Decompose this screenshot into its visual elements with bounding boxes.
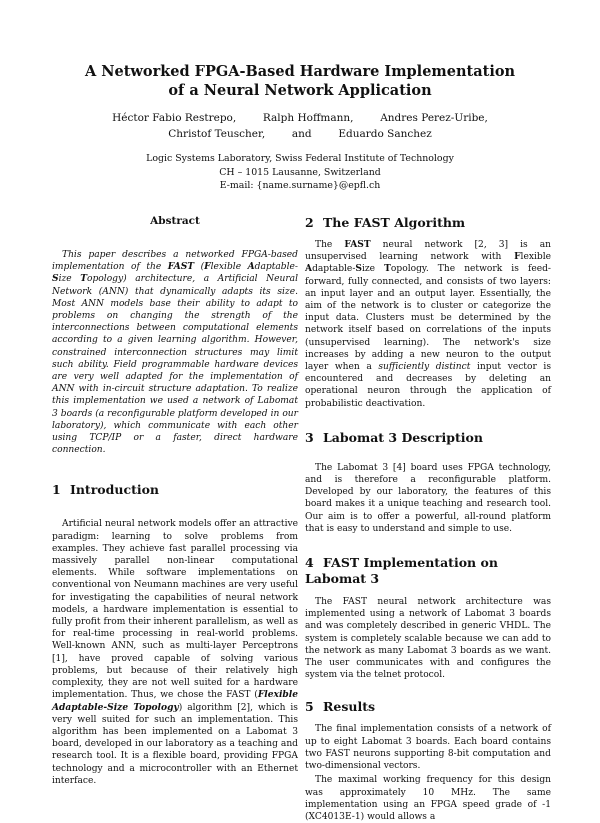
fast-adaptable: daptable- [312, 264, 356, 275]
fast-S: S [355, 263, 362, 275]
section-4-number: 4 [305, 555, 314, 571]
intro-text-2: ) algorithm [2], which is very well suited for such an implementation. This algorithm has been implemented on a Labomat 3 board, developed in our laboratory as a teaching and research tool. It is a flexible board, providing FPGA technology and a microcontroller with an Ethernet interface. [52, 702, 298, 786]
abstract-flexible: lexible [210, 262, 248, 273]
abstract-text-2: ) architecture, a Artificial Neural Network (ANN) that dynamically adapts its size. Most ANN models base their ability to adapt to problems on changing the strength of the interconnections between computational elements according to a given learning algorithm. However, constrained interconnection structures may limit such ability. Field programmable hardware devices are very well adapted for the implementation of ANN with in-circuit structure adaptation. To realize this implementation we used a network of Labomat 3 boards (a reconfigurable platform developed in our laboratory), which communicate with each other using TCP/IP or a faster, direct hardware connection. [52, 274, 298, 456]
section-3-title: Labomat 3 Description [323, 429, 483, 445]
intro-text-1: Artificial neural network models offer an attractive paradigm: learning to solve problems from examples. They achieve fast parallel processing via massively parallel non-linear computational elements. While software implementations on conventional von Neumann machines are very useful for investigating the capabilities of neural network models, a hardware implementation is essential to fully profit from their inherent parallelism, as well as for real-time processing in real-world problems. Well-known ANN, such as multi-layer Perceptrons [1], have proved capable of solving various problems, but because of their relatively high complexity, they are not well suited for a hardware implementation. Thus, we chose the FAST ( [52, 519, 298, 701]
section-1-title: Introduction [70, 482, 160, 498]
section-2-heading [305, 215, 551, 231]
abstract-S: S [52, 273, 59, 285]
abstract-body [52, 249, 298, 456]
abstract-T: T [80, 273, 88, 285]
right-column [305, 215, 551, 823]
section-4-title: FAST Implementation on Labomat 3 [305, 555, 498, 587]
paper-title [40, 62, 560, 100]
fast-A: A [305, 263, 313, 275]
authors-line-1: Héctor Fabio Restrepo, Ralph Hoffmann, Andres Perez-Uribe, [112, 112, 488, 124]
authors-line-2: Christof Teuscher, and Eduardo Sanchez [168, 128, 432, 140]
abstract-adaptable: daptable- [254, 262, 298, 273]
section-4-body: The FAST neural network architecture was implemented using a network of Labomat 3 boards and was completely described in generic VHDL. The system is completely scalable because we can add to the network as many Labomat 3 boards as we want. The user communicates with and configures the system via the telnet protocol. [305, 597, 551, 681]
abstract-topology: opology [87, 274, 124, 285]
left-column [52, 215, 298, 787]
section-1-number: 1 [52, 482, 61, 498]
section-5-heading [305, 699, 551, 715]
section-3-body: The Labomat 3 [4] board uses FPGA technology, and is therefore a reconfigurable platform. Developed by our laboratory, the features of this board makes it a unique teaching and research tool. Our aim is to offer a powerful, all-round platform that is easy to understand and simple to use. [305, 462, 551, 534]
section-2-title: The FAST Algorithm [323, 215, 466, 230]
affiliation-email: E-mail: {name.surname}@epfl.ch [219, 180, 381, 191]
affiliation-line-1: Logic Systems Laboratory, Swiss Federal Institute of Technology [146, 153, 454, 164]
title-line-1: A Networked FPGA-Based Hardware Implementation [84, 63, 516, 80]
fast-text-2: neural network [2, 3] is an unsupervised learning network with [305, 240, 551, 263]
intro-fast-expansion: Flexible Adaptable-Size Topology [52, 689, 298, 713]
abstract-A: A [247, 261, 255, 273]
section-1-heading [52, 482, 298, 498]
section-5-paragraph-2: The maximal working frequency for this design was approximately 10 MHz. The same implementation using an FPGA speed grade of -1 (XC4013E-1) would allows a [305, 775, 551, 822]
fast-distinct: sufficiently distinct [378, 362, 471, 373]
affiliation [100, 152, 500, 193]
section-5-paragraph-1: The final implementation consists of a network of up to eight Labomat 3 boards. Each board contains two FAST neurons supporting 8-bit computation and two-dimensional vectors. [305, 724, 551, 772]
section-4-heading [305, 555, 551, 587]
section-2-number: 2 [305, 215, 314, 230]
fast-flexible: lexible [520, 252, 551, 263]
abstract-text-1: This paper describes a networked FPGA-based implementation of the [52, 250, 298, 273]
section-5-number: 5 [305, 699, 314, 715]
fast-F: F [514, 251, 521, 263]
fast-bold: FAST [344, 239, 371, 250]
abstract-paren: ( [194, 262, 205, 273]
abstract-fast: FAST [167, 261, 195, 273]
title-line-2: of a Neural Network Application [168, 82, 432, 99]
fast-text-4: input vector is encountered and decreases by deleting an operational neuron through the application of probabilistic deactivation. [305, 362, 551, 409]
fast-topology: opology [390, 264, 426, 275]
section-5-title: Results [323, 699, 376, 715]
abstract-size: ize [58, 274, 81, 285]
abstract-F: F [204, 261, 211, 273]
fast-size: ize [361, 264, 385, 275]
fast-text-3: . The network is feed-forward, fully connected, and consists of two layers: an input layer and an output layer. Essentially, the aim of the network is to cluster or categorize the input data. Clusters must be determined by the network itself based on correlations of the inputs (unsupervised learning). The network's size increases by adding a new neuron to the output layer when a [305, 264, 551, 373]
affiliation-line-2: CH – 1015 Lausanne, Switzerland [219, 166, 381, 178]
section-2-body [305, 239, 551, 410]
fast-T: T [384, 263, 391, 275]
author-list [90, 110, 510, 142]
section-3-heading [305, 430, 551, 446]
section-1-body [52, 518, 298, 786]
fast-text-1: The [315, 240, 345, 250]
abstract-heading: Abstract [150, 215, 200, 227]
section-3-number: 3 [305, 429, 314, 445]
